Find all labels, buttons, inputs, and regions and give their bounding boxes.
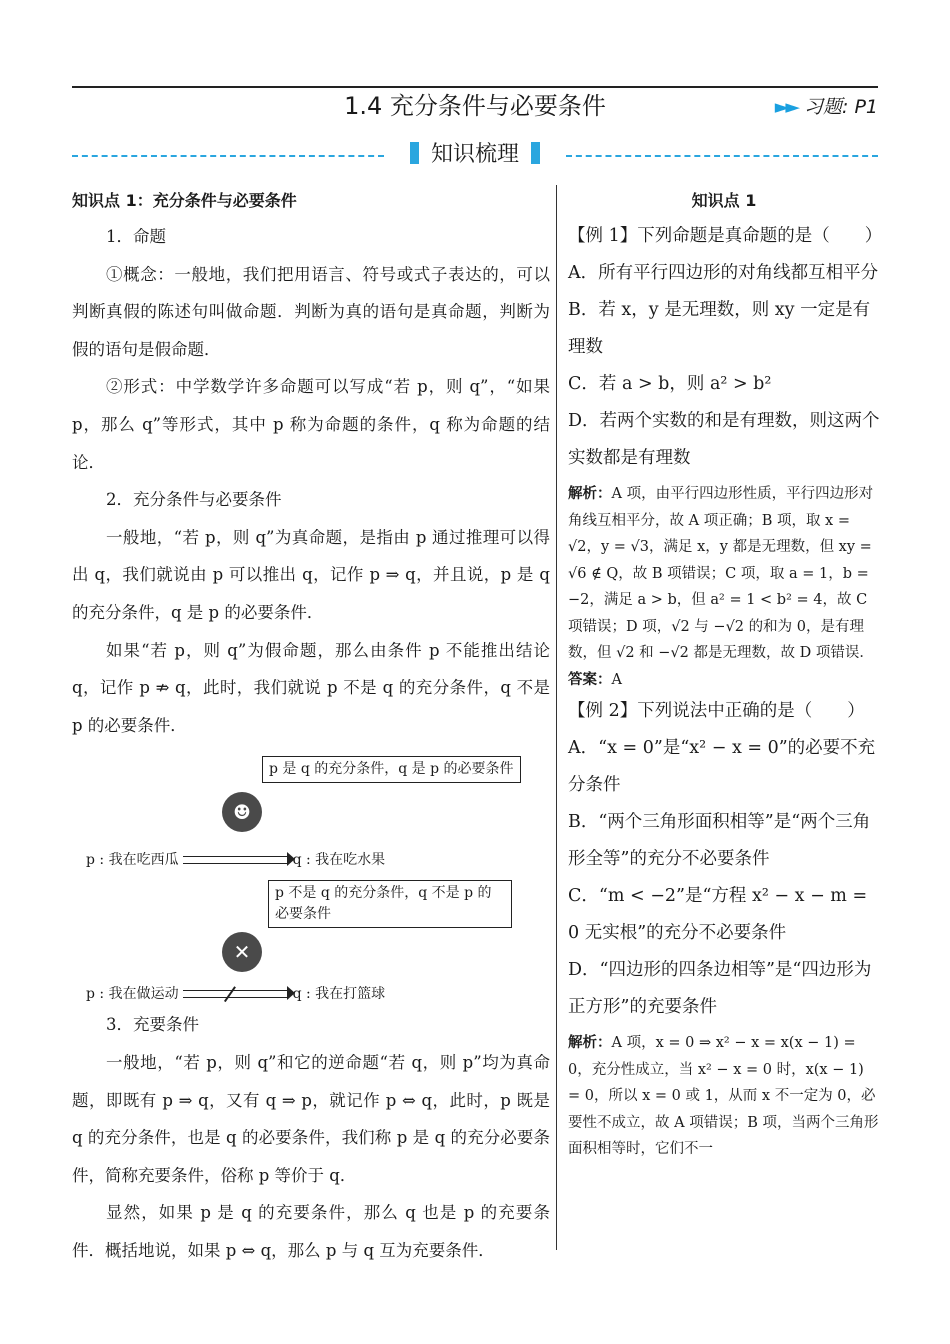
- option-a: A．所有平行四边形的对角线都互相平分: [568, 263, 879, 283]
- option-d: D．若两个实数的和是有理数，则这两个实数都是有理数: [568, 411, 880, 468]
- conclusion-q: q : 我在打篮球: [292, 986, 386, 1003]
- smiling-face-icon: ☻: [222, 792, 262, 832]
- speech-bubble: p 是 q 的充分条件，q 是 p 的必要条件: [262, 756, 521, 783]
- exercise-label: 习题: P1: [804, 96, 878, 118]
- double-arrow-icon: [183, 856, 289, 864]
- exercise-link[interactable]: [775, 94, 878, 120]
- item-heading: 1．命题: [106, 227, 166, 246]
- crossed-face-icon: ✕: [222, 932, 262, 972]
- right-column: [568, 184, 883, 1163]
- analysis-text: A 项，由平行四边形性质，平行四边形对角线互相平分，故 A 项正确；B 项，取 x = √2，y = √3，满足 x，y 都是无理数，但 xy = √6 ∉ Q，故 B 项错误；C 项，取 a = 1，b = −2，满足 a > b，但 a² = 1 < b² = 4，故 C 项错误；D 项，√2 与 −√2 的和为 0，是有理数，但 √2 和 −√2 都是无理数，故 D 项错误．: [568, 486, 874, 661]
- example-question: 【例 2】下列说法中正确的是（ ）: [568, 701, 865, 721]
- option-c: C．若 a > b，则 a² > b²: [568, 374, 772, 394]
- section-heading: [0, 140, 950, 170]
- condition-p: p : 我在吃西瓜: [86, 852, 179, 869]
- analysis: [568, 1030, 880, 1163]
- iff-paragraph: 一般地，“若 p，则 q”和它的逆命题“若 q，则 p”均为真命题，即既有 p ⇒ q，又有 q ⇒ p，就记作 p ⇔ q，此时，p 既是 q 的充分条件，也是 q 的必要条件，我们称 p 是 q 的充分必要条件，简称充要条件，俗称 p 等价于 q．: [72, 1052, 550, 1185]
- speech-bubble: p 不是 q 的充分条件，q 不是 p 的必要条件: [268, 880, 512, 928]
- not-sufficient-paragraph: 如果“若 p，则 q”为假命题，那么由条件 p 不能推出结论 q，记作 p ⇏ q，此时，我们就说 p 不是 q 的充分条件，q 不是 p 的必要条件．: [72, 640, 550, 735]
- non-implication-row: [86, 984, 385, 1004]
- answer: [568, 667, 880, 694]
- mutual-paragraph: 显然，如果 p 是 q 的充要条件，那么 q 也是 p 的充要条件．概括地说，如果 p ⇔ q，那么 p 与 q 互为充要条件．: [72, 1203, 550, 1260]
- conclusion-q: q : 我在吃水果: [292, 852, 386, 869]
- example-question: 【例 1】下列命题是真命题的是（ ）: [568, 226, 883, 246]
- implication-row: [86, 850, 385, 870]
- option-a: A．“x = 0”是“x² − x = 0”的必要不充分条件: [568, 738, 876, 795]
- item-heading: 2．充分条件与必要条件: [106, 490, 282, 510]
- double-arrow-icon: ►►: [774, 96, 796, 118]
- section-bar-right: [531, 142, 540, 164]
- sufficient-paragraph: 一般地，“若 p，则 q”为真命题，是指由 p 通过推理可以得出 q，我们就说由 p 可以推出 q，记作 p ⇒ q，并且说，p 是 q 的充分条件，q 是 p 的必要条件．: [72, 527, 550, 622]
- analysis: [568, 481, 880, 667]
- form-paragraph: ②形式：中学数学许多命题可以写成“若 p，则 q”，“如果 p，那么 q”等形式，其中 p 称为命题的条件，q 称为命题的结论．: [72, 377, 550, 472]
- option-b: B．若 x，y 是无理数，则 xy 一定是有理数: [568, 300, 871, 357]
- crossed-arrow-icon: [183, 990, 289, 998]
- section-bar-left: [410, 142, 419, 164]
- slash-mark: [224, 987, 236, 1003]
- option-c: C．“m < −2”是“方程 x² − x − m = 0 无实根”的充分不必要条件: [568, 886, 868, 943]
- illustration: [72, 744, 550, 1006]
- concept-paragraph: ①概念：一般地，我们把用语言、符号或式子表达的，可以判断真假的陈述句叫做命题．判断为真的语句是真命题，判断为假的语句是假命题．: [72, 264, 550, 359]
- item-heading: 3．充要条件: [106, 1015, 199, 1035]
- section-title: 知识梳理: [430, 142, 519, 167]
- option-d: D．“四边形的四条边相等”是“四边形为正方形”的充要条件: [568, 960, 872, 1017]
- analysis-text: A 项，x = 0 ⇒ x² − x = x(x − 1) = 0，充分性成立，当 x² − x = 0 时，x(x − 1) = 0，所以 x = 0 或 1，从而 x 不一定为 0，必要性不成立，故 A 项错误；B 项，当两个三角形面积相等时，它们不一: [568, 1035, 879, 1157]
- page-title: 1.4 充分条件与必要条件: [344, 92, 606, 120]
- knowledge-point-title: 知识点 1：充分条件与必要条件: [72, 191, 297, 210]
- knowledge-point-title: 知识点 1: [691, 191, 757, 210]
- left-column: [72, 184, 550, 1269]
- answer-label: 答案：: [568, 671, 612, 688]
- column-divider: [556, 185, 557, 1250]
- analysis-label: 解析：: [568, 1035, 612, 1051]
- option-b: B．“两个三角形面积相等”是“两个三角形全等”的充分不必要条件: [568, 812, 871, 869]
- condition-p: p : 我在做运动: [86, 986, 179, 1003]
- analysis-label: 解析：: [568, 486, 612, 502]
- header-rule: [72, 86, 878, 88]
- answer-text: A: [611, 671, 622, 688]
